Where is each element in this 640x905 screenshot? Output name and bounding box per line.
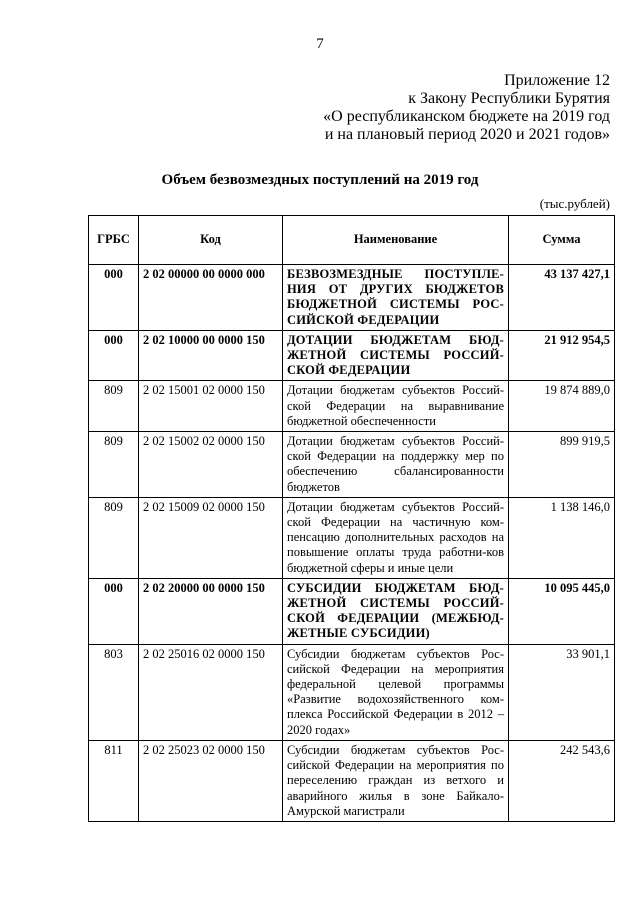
table-row (89, 644, 615, 740)
table-header-row (89, 216, 615, 265)
grbs-cell: 809 (89, 381, 139, 432)
grbs-cell: 809 (89, 432, 139, 498)
code-cell: 2 02 15009 02 0000 150 (139, 497, 283, 578)
appendix-line: «О республиканском бюджете на 2019 год (323, 108, 610, 125)
name-cell: Дотации бюджетам субъектов Россий-ской Федерации на поддержку мер по обеспечению сбалансированности бюджетов (283, 432, 509, 498)
sum-cell: 33 901,1 (509, 644, 615, 740)
name-cell: ДОТАЦИИ БЮДЖЕТАМ БЮД-ЖЕТНОЙ СИСТЕМЫ РОССИЙ-СКОЙ ФЕДЕРАЦИИ (283, 330, 509, 381)
grbs-cell: 000 (89, 330, 139, 381)
code-cell: 2 02 25016 02 0000 150 (139, 644, 283, 740)
grbs-cell: 803 (89, 644, 139, 740)
table-row (89, 497, 615, 578)
table-row (89, 265, 615, 331)
name-cell: СУБСИДИИ БЮДЖЕТАМ БЮД-ЖЕТНОЙ СИСТЕМЫ РОССИЙ-СКОЙ ФЕДЕРАЦИИ (МЕЖБЮД-ЖЕТНЫЕ СУБСИДИИ) (283, 578, 509, 644)
code-cell: 2 02 20000 00 0000 150 (139, 578, 283, 644)
name-cell: БЕЗВОЗМЕЗДНЫЕ ПОСТУПЛЕ-НИЯ ОТ ДРУГИХ БЮДЖЕТОВ БЮДЖЕТНОЙ СИСТЕМЫ РОС-СИЙСКОЙ ФЕДЕРАЦИИ (283, 265, 509, 331)
page-number: 7 (316, 36, 324, 52)
header-grbs: ГРБС (89, 216, 139, 265)
name-cell: Субсидии бюджетам субъектов Рос-сийской Федерации на мероприятия по переселению граждан из ветхого и аварийного жилья в зоне Байкало-Амурской магистрали (283, 740, 509, 821)
table-row (89, 432, 615, 498)
sum-cell: 21 912 954,5 (509, 330, 615, 381)
sum-cell: 43 137 427,1 (509, 265, 615, 331)
budget-table (88, 215, 615, 822)
document-title: Объем безвозмездных поступлений на 2019 год (161, 172, 479, 188)
code-cell: 2 02 15002 02 0000 150 (139, 432, 283, 498)
grbs-cell: 811 (89, 740, 139, 821)
sum-cell: 19 874 889,0 (509, 381, 615, 432)
code-cell: 2 02 10000 00 0000 150 (139, 330, 283, 381)
header-name: Наименование (283, 216, 509, 265)
grbs-cell: 000 (89, 578, 139, 644)
grbs-cell: 809 (89, 497, 139, 578)
appendix-line: к Закону Республики Бурятия (408, 90, 610, 107)
name-cell: Дотации бюджетам субъектов Россий-ской Федерации на выравнивание бюджетной обеспеченности (283, 381, 509, 432)
code-cell: 2 02 15001 02 0000 150 (139, 381, 283, 432)
sum-cell: 899 919,5 (509, 432, 615, 498)
grbs-cell: 000 (89, 265, 139, 331)
units-label: (тыс.рублей) (539, 196, 610, 211)
appendix-line: и на плановый период 2020 и 2021 годов» (324, 126, 610, 143)
code-cell: 2 02 25023 02 0000 150 (139, 740, 283, 821)
sum-cell: 1 138 146,0 (509, 497, 615, 578)
code-cell: 2 02 00000 00 0000 000 (139, 265, 283, 331)
appendix-line: Приложение 12 (504, 72, 610, 89)
header-sum: Сумма (509, 216, 615, 265)
name-cell: Дотации бюджетам субъектов Россий-ской Федерации на частичную ком-пенсацию дополнительных расходов на повышение оплаты труда работни-ков бюджетной сферы и иные цели (283, 497, 509, 578)
sum-cell: 10 095 445,0 (509, 578, 615, 644)
appendix-header (323, 72, 610, 144)
table-row (89, 740, 615, 821)
header-code: Код (139, 216, 283, 265)
sum-cell: 242 543,6 (509, 740, 615, 821)
name-cell: Субсидии бюджетам субъектов Рос-сийской Федерации на мероприятия федеральной целевой программы «Развитие водохозяйственного ком-плекса Российской Федерации в 2012 – 2020 годах» (283, 644, 509, 740)
table-row (89, 381, 615, 432)
table-row (89, 578, 615, 644)
table-row (89, 330, 615, 381)
